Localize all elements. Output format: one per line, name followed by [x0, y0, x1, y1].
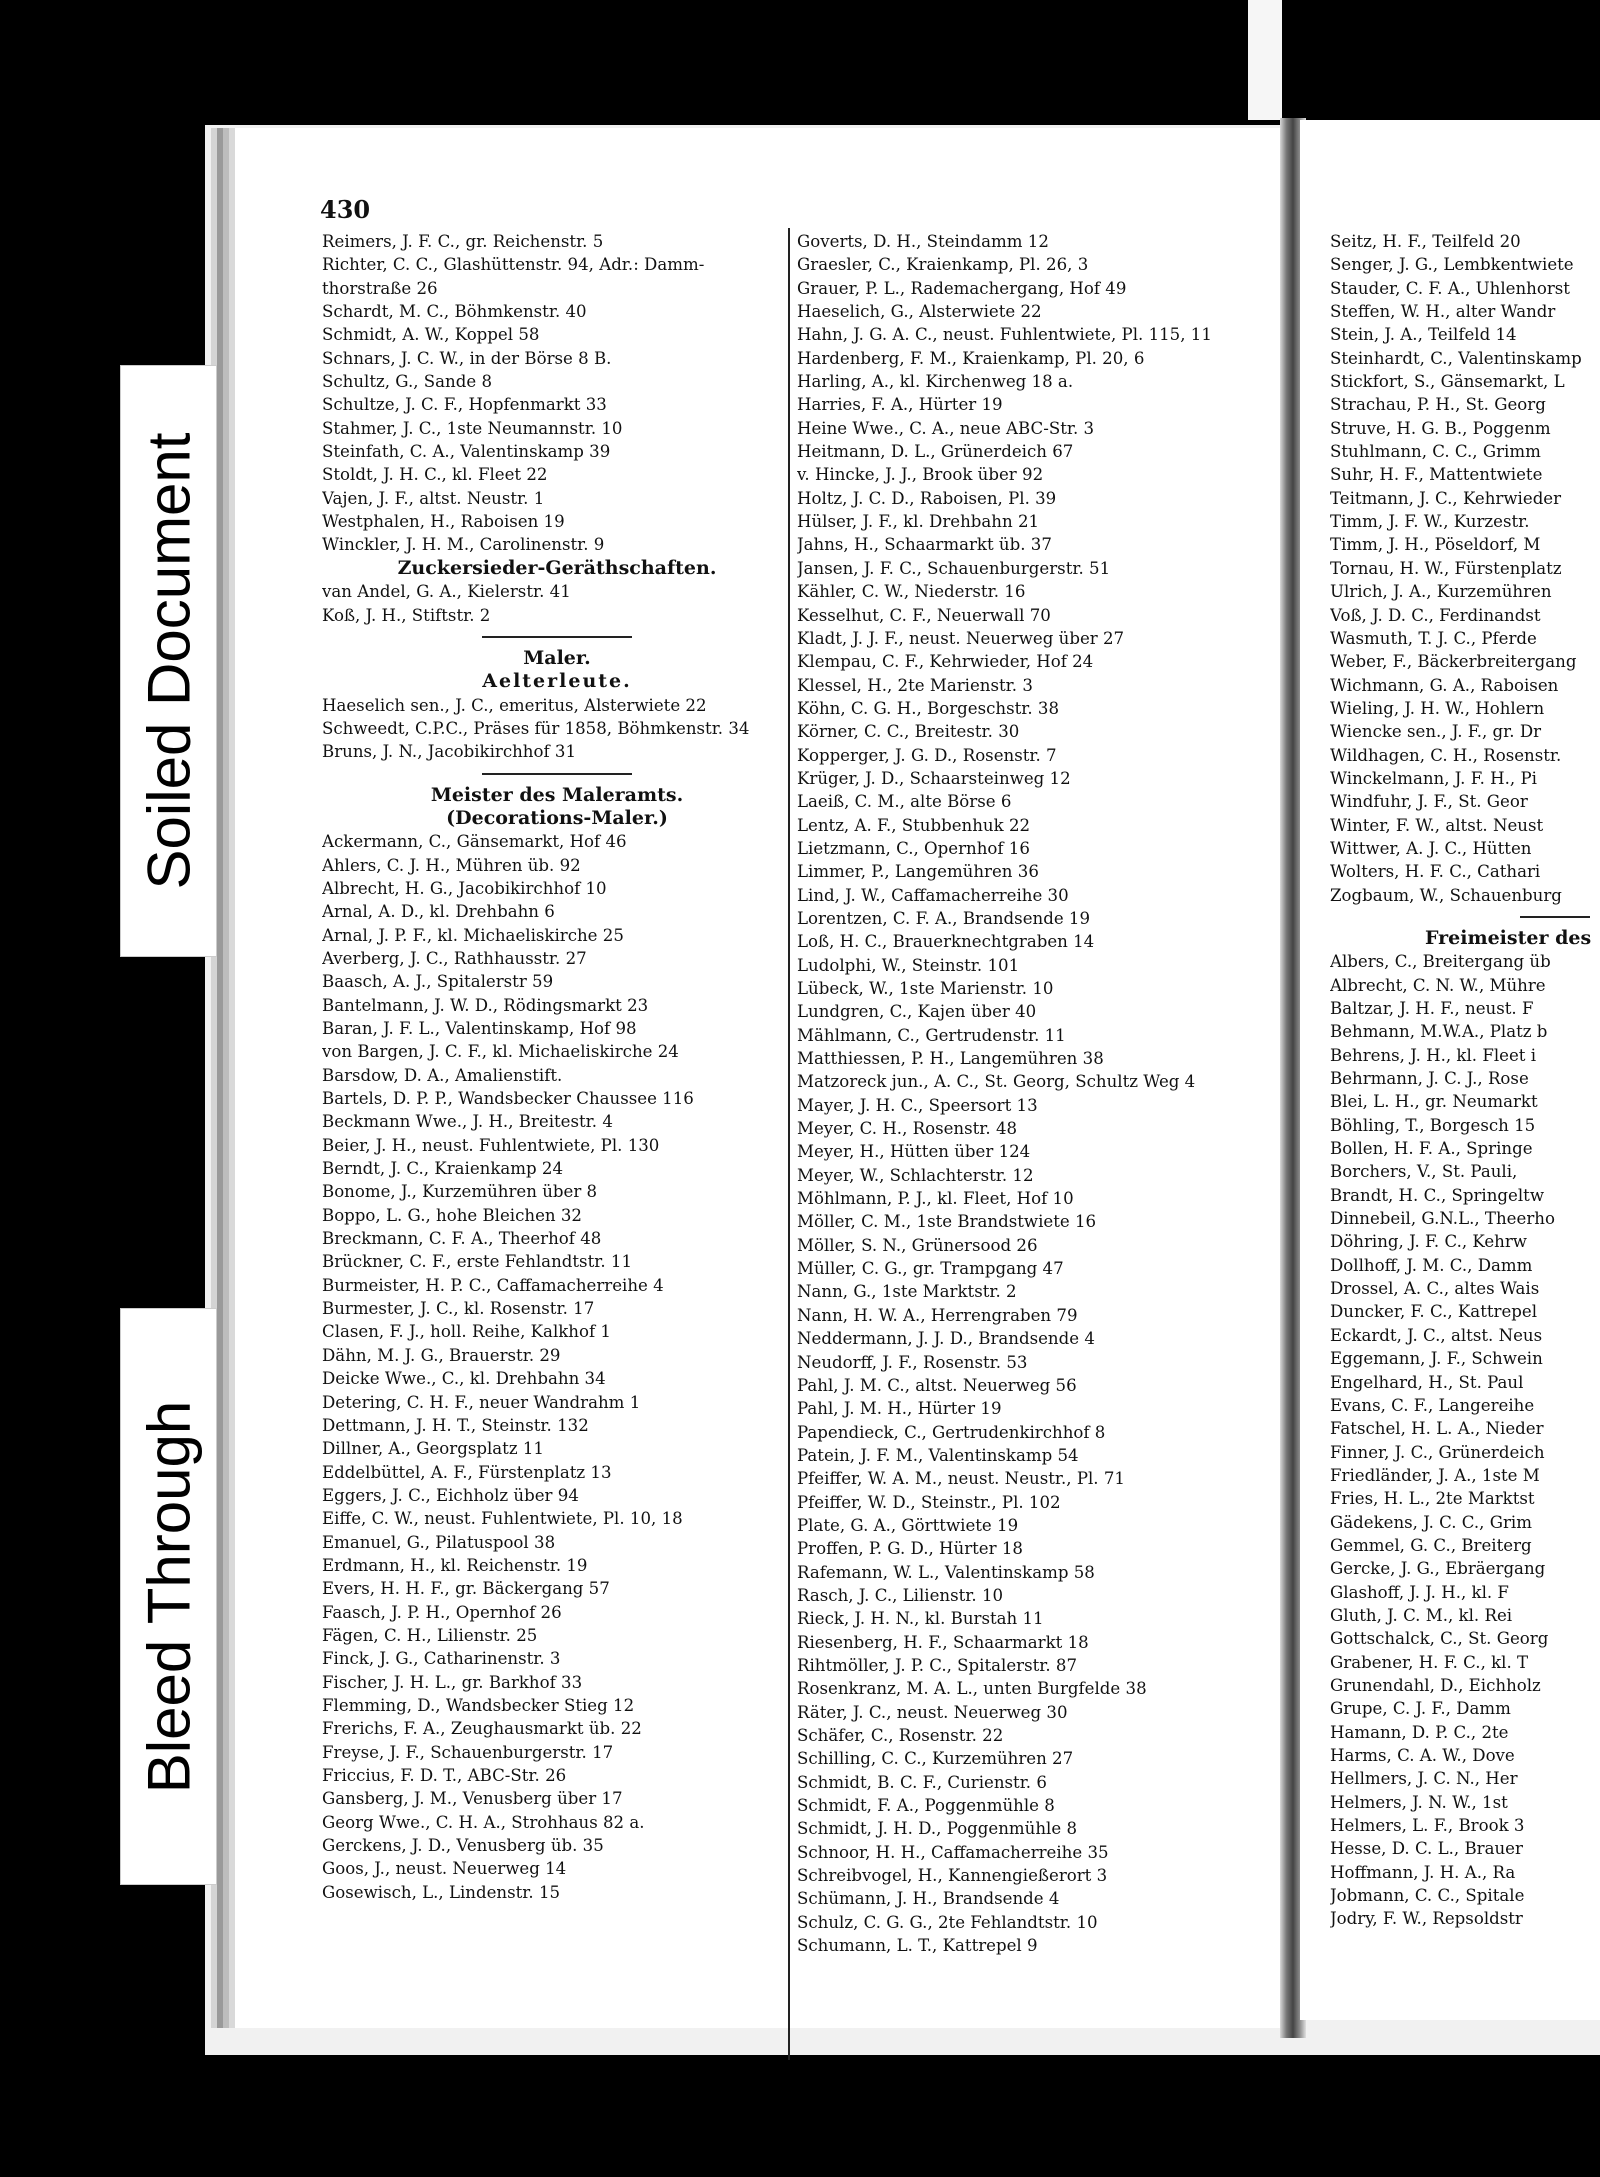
entry-list-c [322, 694, 792, 764]
directory-entry: Matthiessen, P. H., Langemühren 38 [797, 1049, 1104, 1069]
directory-entry: Jobmann, C. C., Spitale [1330, 1886, 1525, 1906]
directory-entry: Wittwer, A. J. C., Hütten [1330, 838, 1532, 858]
label-text: Bleed Through [135, 1400, 202, 1793]
directory-entry: Kesselhut, C. F., Neuerwall 70 [797, 605, 1051, 625]
section-heading-decorations: (Decorations-Maler.) [446, 806, 668, 829]
entry-list-d [322, 830, 792, 1904]
directory-entry: Steinhardt, C., Valentinskamp [1330, 348, 1582, 368]
directory-entry: Behmann, M.W.A., Platz b [1330, 1022, 1548, 1042]
directory-entry: Köhn, C. G. H., Borgeschstr. 38 [797, 698, 1060, 718]
directory-entry: Finck, J. G., Catharinenstr. 3 [322, 1649, 561, 1669]
directory-entry: Räter, J. C., neust. Neuerweg 30 [797, 1702, 1068, 1722]
directory-entry: Eggemann, J. F., Schwein [1330, 1349, 1543, 1369]
directory-entry: Meyer, C. H., Rosenstr. 48 [797, 1119, 1018, 1139]
directory-entry: Rieck, J. H. N., kl. Burstah 11 [797, 1609, 1044, 1629]
directory-entry: Behrmann, J. C. J., Rose [1330, 1069, 1529, 1089]
directory-entry: Grauer, P. L., Rademachergang, Hof 49 [797, 278, 1127, 298]
directory-entry: Döhring, J. F. C., Kehrw [1330, 1232, 1527, 1252]
directory-entry: Lübeck, W., 1ste Marienstr. 10 [797, 979, 1054, 998]
directory-entry: Klempau, C. F., Kehrwieder, Hof 24 [797, 652, 1094, 672]
directory-entry: Friccius, F. D. T., ABC-Str. 26 [322, 1766, 567, 1785]
directory-entry: van Andel, G. A., Kielerstr. 41 [322, 582, 571, 602]
directory-entry: Wasmuth, T. J. C., Pferde [1330, 628, 1537, 648]
directory-entry: Bartels, D. P. P., Wandsbecker Chaussee 116 [322, 1089, 694, 1109]
directory-entry: Nann, H. W. A., Herrengraben 79 [797, 1305, 1078, 1325]
directory-entry: Neudorff, J. F., Rosenstr. 53 [797, 1352, 1028, 1372]
column-2 [797, 230, 1277, 1957]
directory-entry: Möhlmann, P. J., kl. Fleet, Hof 10 [797, 1189, 1074, 1209]
directory-entry: Müller, C. G., gr. Trampgang 47 [797, 1259, 1064, 1279]
section-heading-maler: Maler. [523, 646, 591, 669]
directory-entry: Kladt, J. J. F., neust. Neuerweg über 27 [797, 628, 1125, 648]
directory-entry: Lietzmann, C., Opernhof 16 [797, 838, 1030, 858]
directory-entry: Matzoreck jun., A. C., St. Georg, Schultz Weg 4 [797, 1072, 1196, 1092]
directory-entry: Wichmann, G. A., Raboisen [1330, 675, 1559, 695]
section-heading-aelterleute: Aelterleute. [482, 670, 632, 693]
directory-entry: Nann, G., 1ste Marktstr. 2 [797, 1282, 1017, 1302]
directory-entry: Wildhagen, C. H., Rosenstr. [1330, 745, 1562, 765]
directory-entry: Klessel, H., 2te Marienstr. 3 [797, 675, 1033, 695]
directory-entry: Riesenberg, H. F., Schaarmarkt 18 [797, 1632, 1089, 1652]
directory-entry: Frerichs, F. A., Zeughausmarkt üb. 22 [322, 1719, 642, 1739]
directory-entry: Hellmers, J. C. N., Her [1330, 1769, 1518, 1789]
directory-entry: Beier, J. H., neust. Fuhlentwiete, Pl. 130 [322, 1135, 660, 1155]
directory-entry: Patein, J. F. M., Valentinskamp 54 [797, 1445, 1079, 1465]
entry-list-b [1330, 950, 1600, 1930]
directory-entry: Jansen, J. F. C., Schauenburgerstr. 51 [797, 558, 1111, 578]
column-divider [788, 228, 790, 2068]
directory-entry: Haeselich sen., J. C., emeritus, Alsterwiete 22 [322, 695, 707, 715]
directory-entry: Schäfer, C., Rosenstr. 22 [797, 1726, 1004, 1745]
directory-entry: Georg Wwe., C. H. A., Strohhaus 82 a. [322, 1812, 645, 1832]
entry-list-a [1330, 230, 1600, 907]
entry-list-a [322, 230, 792, 557]
directory-entry: Drossel, A. C., altes Wais [1330, 1279, 1540, 1299]
directory-entry: Stein, J. A., Teilfeld 14 [1330, 325, 1517, 345]
directory-entry: Harms, C. A. W., Dove [1330, 1746, 1515, 1765]
directory-entry: Evers, H. H. F., gr. Bäckergang 57 [322, 1579, 610, 1599]
directory-entry: Möller, C. M., 1ste Brandstwiete 16 [797, 1212, 1097, 1232]
directory-entry: Körner, C. C., Breitestr. 30 [797, 722, 1020, 742]
directory-entry: Krüger, J. D., Schaarsteinweg 12 [797, 768, 1071, 788]
directory-entry: Engelhard, H., St. Paul [1330, 1372, 1524, 1392]
directory-entry: Blei, L. H., gr. Neumarkt [1330, 1092, 1538, 1112]
directory-entry: v. Hincke, J. J., Brook über 92 [797, 465, 1044, 485]
directory-entry: Westphalen, H., Raboisen 19 [322, 512, 565, 532]
directory-entry: Dollhoff, J. M. C., Damm [1330, 1255, 1533, 1275]
directory-entry: Reimers, J. F. C., gr. Reichenstr. 5 [322, 232, 604, 251]
directory-entry: Ackermann, C., Gänsemarkt, Hof 46 [322, 832, 627, 852]
directory-entry: Bollen, H. F. A., Springe [1330, 1139, 1533, 1159]
section-rule [482, 636, 632, 638]
directory-entry: Gercke, J. G., Ebräergang [1330, 1559, 1546, 1579]
directory-entry: Clasen, F. J., holl. Reihe, Kalkhof 1 [322, 1322, 611, 1342]
directory-entry: Gansberg, J. M., Venusberg über 17 [322, 1789, 623, 1809]
scan-background-bottom [0, 2060, 1600, 2177]
directory-entry: Dettmann, J. H. T., Steinstr. 132 [322, 1415, 589, 1435]
directory-entry: Steffen, W. H., alter Wandr [1330, 302, 1556, 322]
directory-entry: Struve, H. G. B., Poggenm [1330, 418, 1551, 438]
directory-entry: Glashoff, J. J. H., kl. F [1330, 1582, 1509, 1602]
directory-entry: Arnal, A. D., kl. Drehbahn 6 [322, 902, 555, 922]
directory-entry: Proffen, P. G. D., Hürter 18 [797, 1539, 1023, 1559]
directory-entry: Suhr, H. F., Mattentwiete [1330, 465, 1543, 485]
directory-entry: Friedländer, J. A., 1ste M [1330, 1465, 1540, 1485]
directory-entry: Schulz, C. G. G., 2te Fehlandtstr. 10 [797, 1912, 1098, 1932]
directory-entry: Harling, A., kl. Kirchenweg 18 a. [797, 372, 1074, 392]
directory-entry: Böhling, T., Borgesch 15 [1330, 1115, 1536, 1135]
directory-entry: Baltzar, J. H. F., neust. F [1330, 999, 1534, 1018]
directory-entry: Gädekens, J. C. C., Grim [1330, 1512, 1532, 1532]
directory-entry: Goos, J., neust. Neuerweg 14 [322, 1859, 567, 1879]
directory-entry: Bantelmann, J. W. D., Rödingsmarkt 23 [322, 995, 649, 1015]
directory-entry: Gluth, J. C. M., kl. Rei [1330, 1605, 1513, 1625]
directory-entry: Winckler, J. H. M., Carolinenstr. 9 [322, 535, 605, 555]
directory-entry: Freyse, J. F., Schauenburgerstr. 17 [322, 1742, 614, 1762]
directory-entry: Emanuel, G., Pilatuspool 38 [322, 1532, 556, 1552]
directory-entry: Gottschalck, C., St. Georg [1330, 1629, 1549, 1649]
directory-entry: Dinnebeil, G.N.L., Theerho [1330, 1209, 1555, 1229]
directory-entry: Gerckens, J. D., Venusberg üb. 35 [322, 1836, 604, 1856]
directory-entry: Timm, J. F. W., Kurzestr. [1330, 512, 1530, 532]
directory-entry: Strachau, P. H., St. Georg [1330, 395, 1546, 415]
directory-entry: Meyer, H., Hütten über 124 [797, 1142, 1031, 1162]
directory-entry: Rasch, J. C., Lilienstr. 10 [797, 1585, 1004, 1605]
directory-entry: Kopperger, J. G. D., Rosenstr. 7 [797, 745, 1057, 765]
directory-entry: Pfeiffer, W. A. M., neust. Neustr., Pl. 71 [797, 1469, 1125, 1489]
directory-entry: Schmidt, A. W., Koppel 58 [322, 325, 540, 345]
directory-entry: Lentz, A. F., Stubbenhuk 22 [797, 815, 1031, 835]
directory-entry: Gemmel, G. C., Breiterg [1330, 1535, 1532, 1555]
directory-entry: Fischer, J. H. L., gr. Barkhof 33 [322, 1672, 583, 1692]
directory-entry: Eckardt, J. C., altst. Neus [1330, 1325, 1543, 1345]
directory-entry: Meyer, W., Schlachterstr. 12 [797, 1165, 1034, 1185]
directory-entry: Teitmann, J. C., Kehrwieder [1330, 488, 1562, 508]
directory-entry: Rosenkranz, M. A. L., unten Burgfelde 38 [797, 1679, 1147, 1699]
directory-entry: Schmidt, B. C. F., Curienstr. 6 [797, 1772, 1047, 1792]
directory-entry: Albers, C., Breitergang üb [1330, 952, 1551, 972]
directory-entry: Wiencke sen., J. F., gr. Dr [1330, 722, 1542, 742]
directory-entry: Heitmann, D. L., Grünerdeich 67 [797, 442, 1074, 462]
directory-entry: Brückner, C. F., erste Fehlandtstr. 11 [322, 1252, 633, 1272]
directory-entry: Zogbaum, W., Schauenburg [1330, 885, 1562, 905]
directory-entry: Dähn, M. J. G., Brauerstr. 29 [322, 1345, 561, 1365]
directory-entry: Faasch, J. P. H., Opernhof 26 [322, 1602, 562, 1622]
directory-entry: Voß, J. D. C., Ferdinandst [1330, 605, 1541, 625]
label-soiled-document [120, 365, 217, 957]
directory-entry: Schmidt, F. A., Poggenmühle 8 [797, 1796, 1055, 1816]
directory-entry: Stahmer, J. C., 1ste Neumannstr. 10 [322, 418, 623, 438]
section-rule [1520, 916, 1590, 918]
entry-list-b [322, 580, 792, 627]
directory-entry: Breckmann, C. F. A., Theerhof 48 [322, 1229, 602, 1249]
directory-entry: Windfuhr, J. F., St. Geor [1330, 792, 1528, 812]
directory-entry: Helmers, L. F., Brook 3 [1330, 1816, 1525, 1836]
directory-entry: Beckmann Wwe., J. H., Breitestr. 4 [322, 1112, 613, 1132]
directory-entry: Rafemann, W. L., Valentinskamp 58 [797, 1562, 1095, 1582]
directory-entry: Borchers, V., St. Pauli, [1330, 1162, 1518, 1182]
directory-entry: Senger, J. G., Lembkentwiete [1330, 255, 1574, 275]
directory-entry: Behrens, J. H., kl. Fleet i [1330, 1045, 1537, 1065]
directory-entry: Neddermann, J. J. D., Brandsende 4 [797, 1329, 1095, 1349]
directory-entry: Bonome, J., Kurzemühren über 8 [322, 1182, 598, 1202]
directory-entry: Stauder, C. F. A., Uhlenhorst [1330, 278, 1570, 298]
section-heading-freimeister: Freimeister des [1425, 926, 1592, 949]
directory-entry: Schultze, J. C. F., Hopfenmarkt 33 [322, 395, 607, 415]
directory-entry: Wieling, J. H. W., Hohlern [1330, 698, 1545, 718]
directory-entry: Weber, F., Bäckerbreitergang [1330, 652, 1577, 672]
directory-entry: thorstraße 26 [322, 278, 438, 298]
directory-entry: Hoffmann, J. H. A., Ra [1330, 1862, 1516, 1882]
directory-entry: Pahl, J. M. C., altst. Neuerweg 56 [797, 1375, 1077, 1395]
directory-entry: Koß, J. H., Stiftstr. 2 [322, 605, 491, 625]
directory-entry: Papendieck, C., Gertrudenkirchhof 8 [797, 1422, 1106, 1442]
directory-entry: Plate, G. A., Görttwiete 19 [797, 1515, 1019, 1535]
directory-entry: Flemming, D., Wandsbecker Stieg 12 [322, 1695, 635, 1715]
directory-entry: Schreibvogel, H., Kannengießerort 3 [797, 1866, 1108, 1886]
directory-entry: Fägen, C. H., Lilienstr. 25 [322, 1625, 538, 1645]
directory-entry: Schilling, C. C., Kurzemühren 27 [797, 1749, 1074, 1769]
directory-entry: Stoldt, J. H. C., kl. Fleet 22 [322, 465, 548, 485]
directory-entry: Lundgren, C., Kajen über 40 [797, 1002, 1037, 1022]
directory-entry: Stuhlmann, C. C., Grimm [1330, 442, 1541, 462]
directory-entry: Seitz, H. F., Teilfeld 20 [1330, 232, 1521, 251]
directory-entry: Winter, F. W., altst. Neust [1330, 815, 1544, 835]
scan-artifact-strip [1248, 0, 1282, 120]
directory-entry: Averberg, J. C., Rathhausstr. 27 [322, 948, 587, 968]
directory-entry: Albrecht, H. G., Jacobikirchhof 10 [322, 878, 607, 898]
directory-entry: Fries, H. L., 2te Marktst [1330, 1489, 1535, 1509]
directory-entry: Hahn, J. G. A. C., neust. Fuhlentwiete, Pl. 115, 11 [797, 325, 1212, 345]
directory-entry: Lind, J. W., Caffamacherreihe 30 [797, 885, 1069, 905]
directory-entry: Steinfath, C. A., Valentinskamp 39 [322, 442, 611, 462]
directory-entry: Schnars, J. C. W., in der Börse 8 B. [322, 348, 612, 368]
directory-entry: Schweedt, C.P.C., Präses für 1858, Böhmkenstr. 34 [322, 718, 750, 738]
directory-entry: Ludolphi, W., Steinstr. 101 [797, 955, 1020, 975]
directory-entry: Goverts, D. H., Steindamm 12 [797, 232, 1049, 251]
directory-entry: Ahlers, C. J. H., Mühren üb. 92 [322, 855, 581, 875]
directory-entry: Wolters, H. F. C., Cathari [1330, 862, 1541, 882]
directory-entry: Bruns, J. N., Jacobikirchhof 31 [322, 742, 577, 762]
directory-entry: Brandt, H. C., Springeltw [1330, 1185, 1545, 1205]
section-rule [482, 773, 632, 775]
directory-entry: Gosewisch, L., Lindenstr. 15 [322, 1882, 561, 1902]
directory-entry: Burmeister, H. P. C., Caffamacherreihe 4 [322, 1275, 664, 1295]
directory-entry: Pfeiffer, W. D., Steinstr., Pl. 102 [797, 1492, 1061, 1512]
directory-entry: Evans, C. F., Langereihe [1330, 1395, 1535, 1415]
directory-entry: Jodry, F. W., Repsoldstr [1330, 1909, 1523, 1929]
directory-entry: Baran, J. F. L., Valentinskamp, Hof 98 [322, 1019, 637, 1038]
directory-entry: Schultz, G., Sande 8 [322, 372, 493, 392]
directory-entry: Heine Wwe., C. A., neue ABC-Str. 3 [797, 418, 1095, 438]
directory-entry: Loß, H. C., Brauerknechtgraben 14 [797, 932, 1095, 952]
directory-entry: Duncker, F. C., Kattrepel [1330, 1302, 1538, 1322]
directory-entry: Mählmann, C., Gertrudenstr. 11 [797, 1025, 1066, 1045]
directory-entry: Deicke Wwe., C., kl. Drehbahn 34 [322, 1369, 606, 1389]
directory-entry: Graesler, C., Kraienkamp, Pl. 26, 3 [797, 255, 1089, 275]
directory-entry: Mayer, J. H. C., Speersort 13 [797, 1095, 1038, 1115]
directory-entry: Harries, F. A., Hürter 19 [797, 395, 1003, 415]
section-heading-meister: Meister des Maleramts. [430, 783, 684, 806]
directory-entry: Hamann, D. P. C., 2te [1330, 1722, 1509, 1742]
entry-list [797, 230, 1277, 1957]
directory-entry: Grupe, C. J. F., Damm [1330, 1699, 1511, 1719]
directory-entry: Schardt, M. C., Böhmkenstr. 40 [322, 302, 587, 322]
directory-entry: von Bargen, J. C. F., kl. Michaeliskirche 24 [322, 1042, 679, 1062]
directory-entry: Arnal, J. P. F., kl. Michaeliskirche 25 [322, 925, 624, 945]
directory-entry: Timm, J. H., Pöseldorf, M [1330, 535, 1541, 555]
directory-entry: Pahl, J. M. H., Hürter 19 [797, 1399, 1002, 1419]
directory-entry: Holtz, J. C. D., Raboisen, Pl. 39 [797, 488, 1057, 508]
directory-entry: Fatschel, H. L. A., Nieder [1330, 1419, 1544, 1439]
directory-entry: Eiffe, C. W., neust. Fuhlentwiete, Pl. 10, 18 [322, 1509, 683, 1529]
directory-entry: Richter, C. C., Glashüttenstr. 94, Adr.: Damm- [322, 255, 705, 275]
directory-entry: Dillner, A., Georgsplatz 11 [322, 1439, 544, 1459]
directory-entry: Limmer, P., Langemühren 36 [797, 862, 1039, 882]
directory-entry: Hesse, D. C. L., Brauer [1330, 1839, 1523, 1859]
directory-entry: Baasch, A. J., Spitalerstr 59 [322, 972, 554, 992]
directory-entry: Schmidt, J. H. D., Poggenmühle 8 [797, 1819, 1078, 1839]
directory-entry: Tornau, H. W., Fürstenplatz [1330, 558, 1562, 578]
directory-entry: Grunendahl, D., Eichholz [1330, 1675, 1541, 1695]
directory-entry: Hülser, J. F., kl. Drehbahn 21 [797, 512, 1040, 532]
directory-entry: Finner, J. C., Grünerdeich [1330, 1442, 1545, 1462]
directory-entry: Berndt, J. C., Kraienkamp 24 [322, 1159, 564, 1179]
directory-entry: Rihtmöller, J. P. C., Spitalerstr. 87 [797, 1655, 1078, 1675]
directory-entry: Albrecht, C. N. W., Mühre [1330, 975, 1546, 995]
directory-entry: Kähler, C. W., Niederstr. 16 [797, 582, 1026, 602]
column-1 [322, 230, 792, 1904]
directory-entry: Schümann, J. H., Brandsende 4 [797, 1889, 1060, 1909]
directory-entry: Lorentzen, C. F. A., Brandsende 19 [797, 908, 1091, 928]
directory-entry: Hardenberg, F. M., Kraienkamp, Pl. 20, 6 [797, 348, 1145, 368]
directory-entry: Erdmann, H., kl. Reichenstr. 19 [322, 1555, 588, 1575]
label-text: Soiled Document [135, 432, 202, 890]
directory-entry: Haeselich, G., Alsterwiete 22 [797, 302, 1042, 322]
directory-entry: Vajen, J. F., altst. Neustr. 1 [322, 488, 545, 508]
directory-entry: Stickfort, S., Gänsemarkt, L [1330, 372, 1565, 392]
column-3 [1330, 230, 1600, 1931]
directory-entry: Eddelbüttel, A. F., Fürstenplatz 13 [322, 1462, 612, 1482]
directory-entry: Möller, S. N., Grünersood 26 [797, 1235, 1038, 1255]
section-heading-zucker: Zuckersieder-Geräthschaften. [397, 556, 717, 579]
directory-entry: Burmester, J. C., kl. Rosenstr. 17 [322, 1299, 595, 1319]
directory-entry: Helmers, J. N. W., 1st [1330, 1792, 1508, 1812]
directory-entry: Eggers, J. C., Eichholz über 94 [322, 1485, 579, 1505]
directory-entry: Grabener, H. F. C., kl. T [1330, 1652, 1529, 1672]
directory-entry: Detering, C. H. F., neuer Wandrahm 1 [322, 1392, 641, 1412]
label-bleed-through [120, 1308, 217, 1885]
directory-entry: Jahns, H., Schaarmarkt üb. 37 [797, 535, 1052, 555]
directory-entry: Winckelmann, J. F. H., Pi [1330, 768, 1537, 788]
directory-entry: Ulrich, J. A., Kurzemühren [1330, 582, 1552, 602]
directory-entry: Boppo, L. G., hohe Bleichen 32 [322, 1205, 582, 1225]
directory-entry: Laeiß, C. M., alte Börse 6 [797, 792, 1012, 812]
directory-entry: Barsdow, D. A., Amalienstift. [322, 1065, 563, 1085]
directory-entry: Schnoor, H. H., Caffamacherreihe 35 [797, 1842, 1109, 1862]
directory-entry: Schumann, L. T., Kattrepel 9 [797, 1936, 1038, 1956]
page-number: 430 [320, 195, 371, 224]
